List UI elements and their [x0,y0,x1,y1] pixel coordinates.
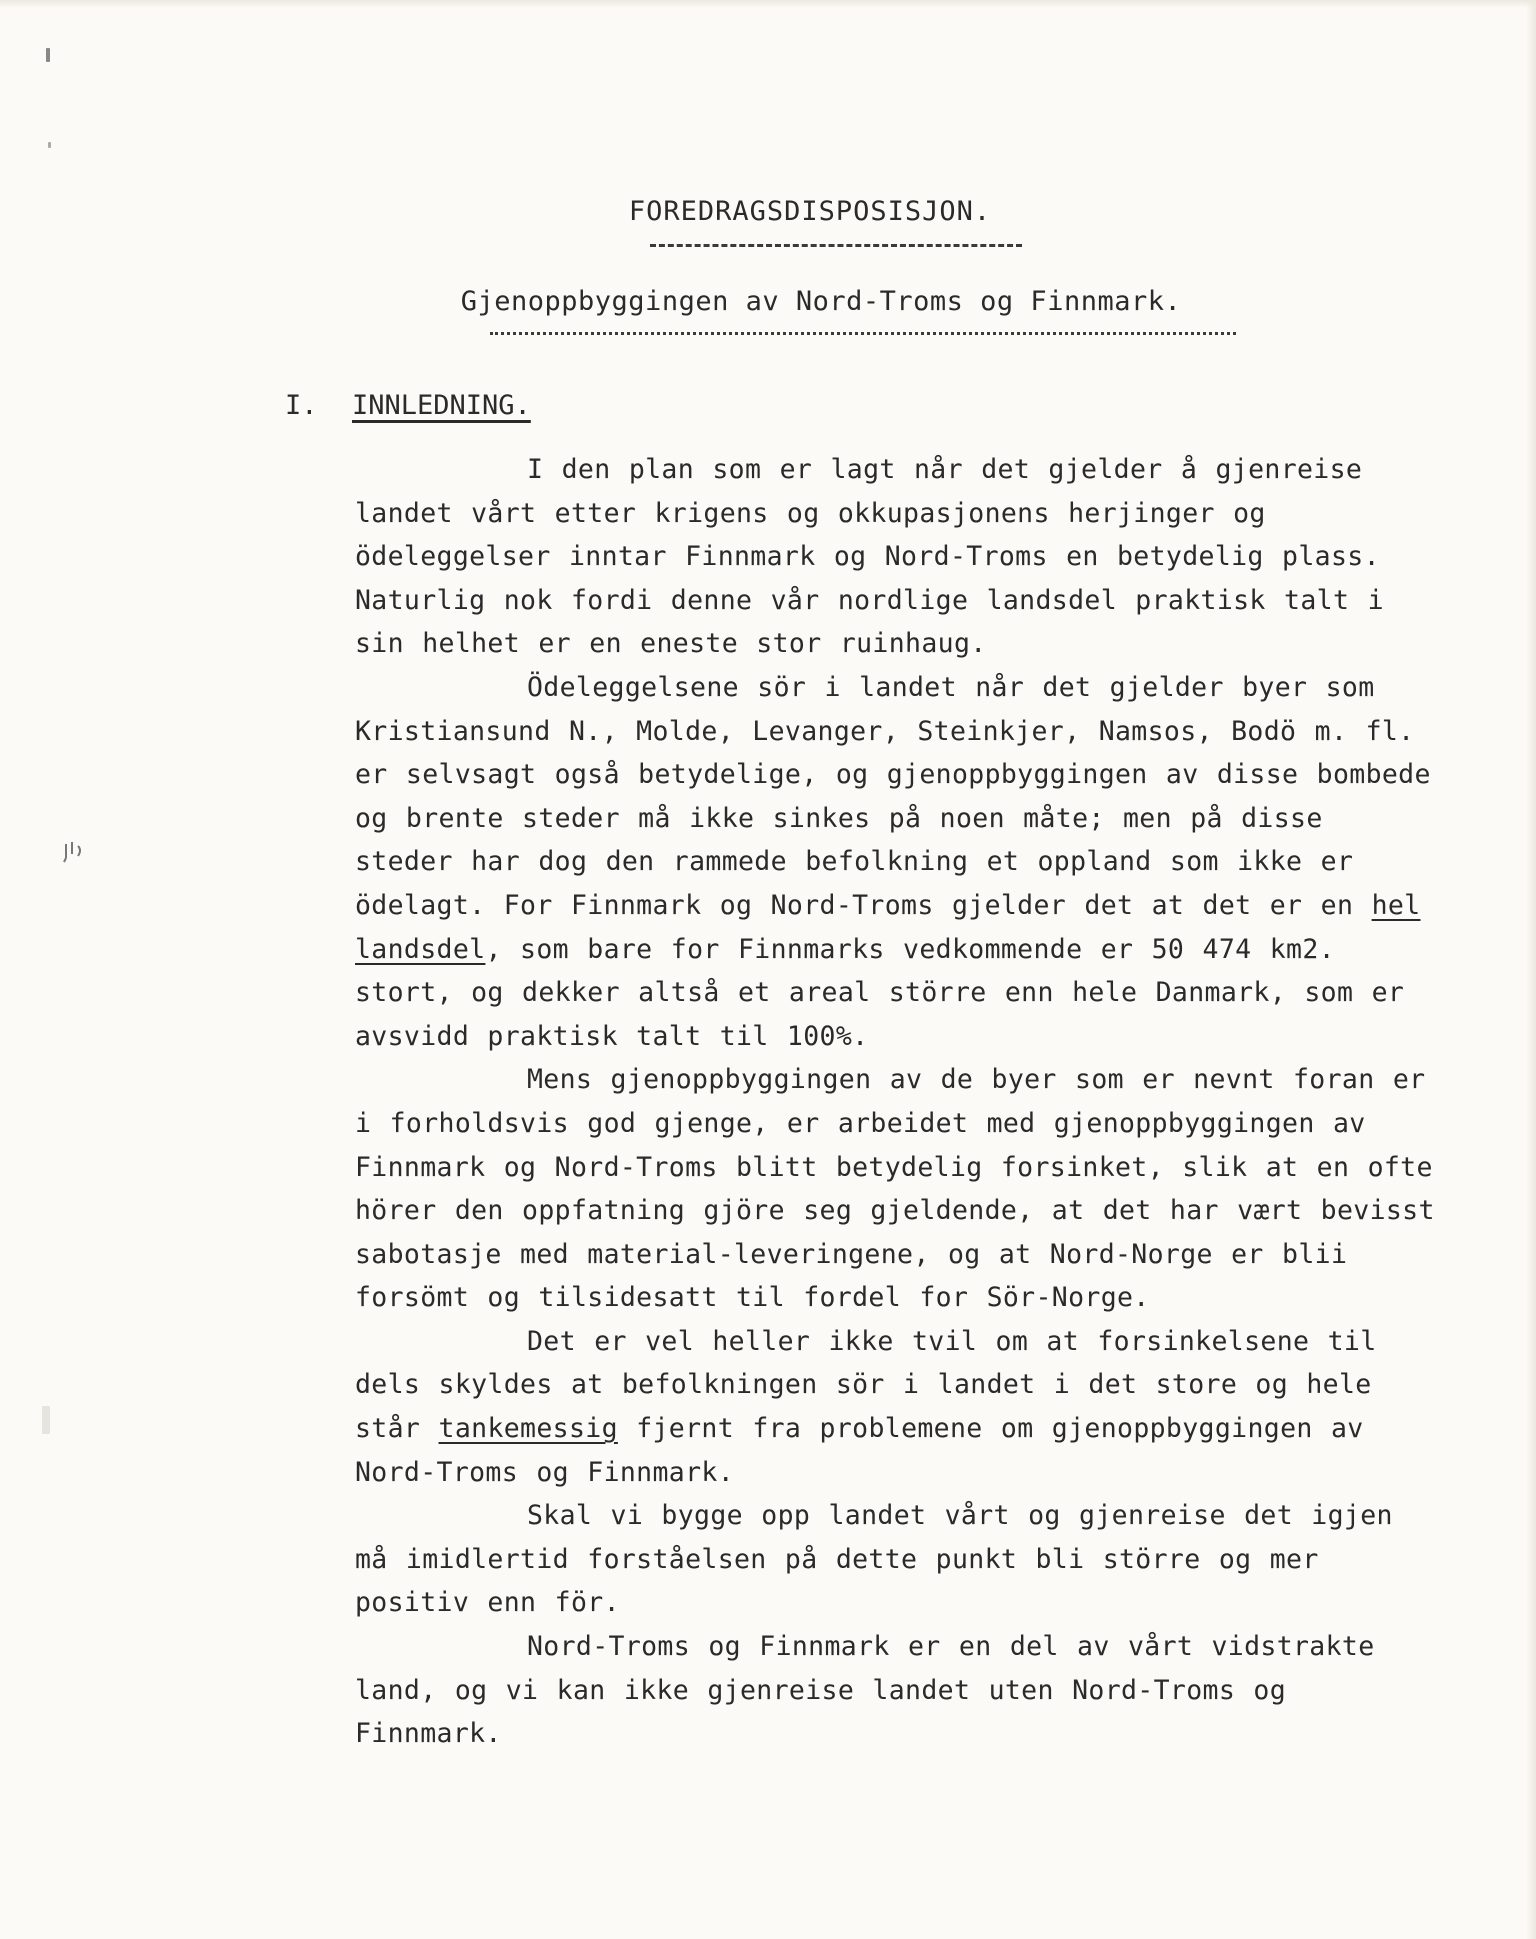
subtitle-rule [490,332,1236,335]
paragraph-text: Skal vi bygge opp landet vårt og gjenreise det igjen må imidlertid forståelsen på dette punkt bli större og mer positiv enn för. [355,1500,1393,1619]
margin-speck [42,1406,50,1434]
paper-edge-top [0,0,1536,8]
paragraph-text: I den plan som er lagt når det gjelder å gjenreise landet vårt etter krigens og okkupasjonens herjinger og ödeleggelser inntar Finnmark og Nord-Troms en betydelig plass. Naturlig nok fordi denne vår nordlige landsdel praktisk talt i sin helhet er en eneste stor ruinhaug. [355,454,1384,660]
paragraph-text: , som bare for Finnmarks vedkommende er 50 474 km2. stort, og dekker altså et areal större enn hele Danmark, som er avsvidd praktisk talt til 100%. [355,933,1405,1052]
margin-speck [48,142,51,148]
paragraph-text: Ödeleggelsene sör i landet når det gjelder byer som Kristiansund N., Molde, Levanger, Steinkjer, Namsos, Bodö m. fl. er selvsagt også betydelige, og gjenoppbyggingen av disse bombede og brente steder må ikke sinkes på noen måte; men på disse steder har dog den rammede befolkning et oppland som ikke er ödelagt. For Finnmark og Nord-Troms gjelder det at det er en [355,671,1431,921]
document-title: FOREDRAGSDISPOSISJON. [628,196,992,227]
paragraph-text: Mens gjenoppbyggingen av de byer som er nevnt foran er i forholdsvis god gjenge, er arbeidet med gjenoppbyggingen av Finnmark og Nord-Troms blitt betydelig forsinket, slik at en ofte hörer den oppfatning gjöre seg gjeldende, at det har vært bevisst sabotasje med material-leveringene, og at Nord-Norge er blii forsömt og tilsidesatt til fordel for Sör-Norge. [355,1064,1435,1314]
body-paragraph [355,1320,1435,1494]
section-heading: INNLEDNING. [352,390,531,421]
paragraph-text: Det er vel heller ikke tvil om at forsinkelsene til dels skyldes at befolkningen sör i landet i det store og hele står [355,1325,1377,1445]
staple-mark-icon [62,840,84,866]
underlined-phrase: tankemessig [438,1413,618,1445]
body-paragraph [355,1058,1435,1320]
margin-speck [46,48,50,62]
document-body [355,448,1435,1756]
underlined-phrase: hel landsdel [355,889,1421,965]
title-rule [650,244,1022,247]
paragraph-text: Nord-Troms og Finnmark er en del av vårt vidstrakte land, og vi kan ikke gjenreise landet uten Nord-Troms og Finnmark. [355,1631,1375,1750]
paragraph-text: fjernt fra problemene om gjenoppbyggingen av Nord-Troms og Finnmark. [355,1413,1364,1488]
body-paragraph [355,1625,1435,1756]
body-paragraph [355,448,1435,666]
document-subtitle: Gjenoppbyggingen av Nord-Troms og Finnmark. [460,286,1182,317]
body-paragraph [355,1494,1435,1625]
section-number: I. [285,390,318,421]
body-paragraph [355,666,1435,1058]
